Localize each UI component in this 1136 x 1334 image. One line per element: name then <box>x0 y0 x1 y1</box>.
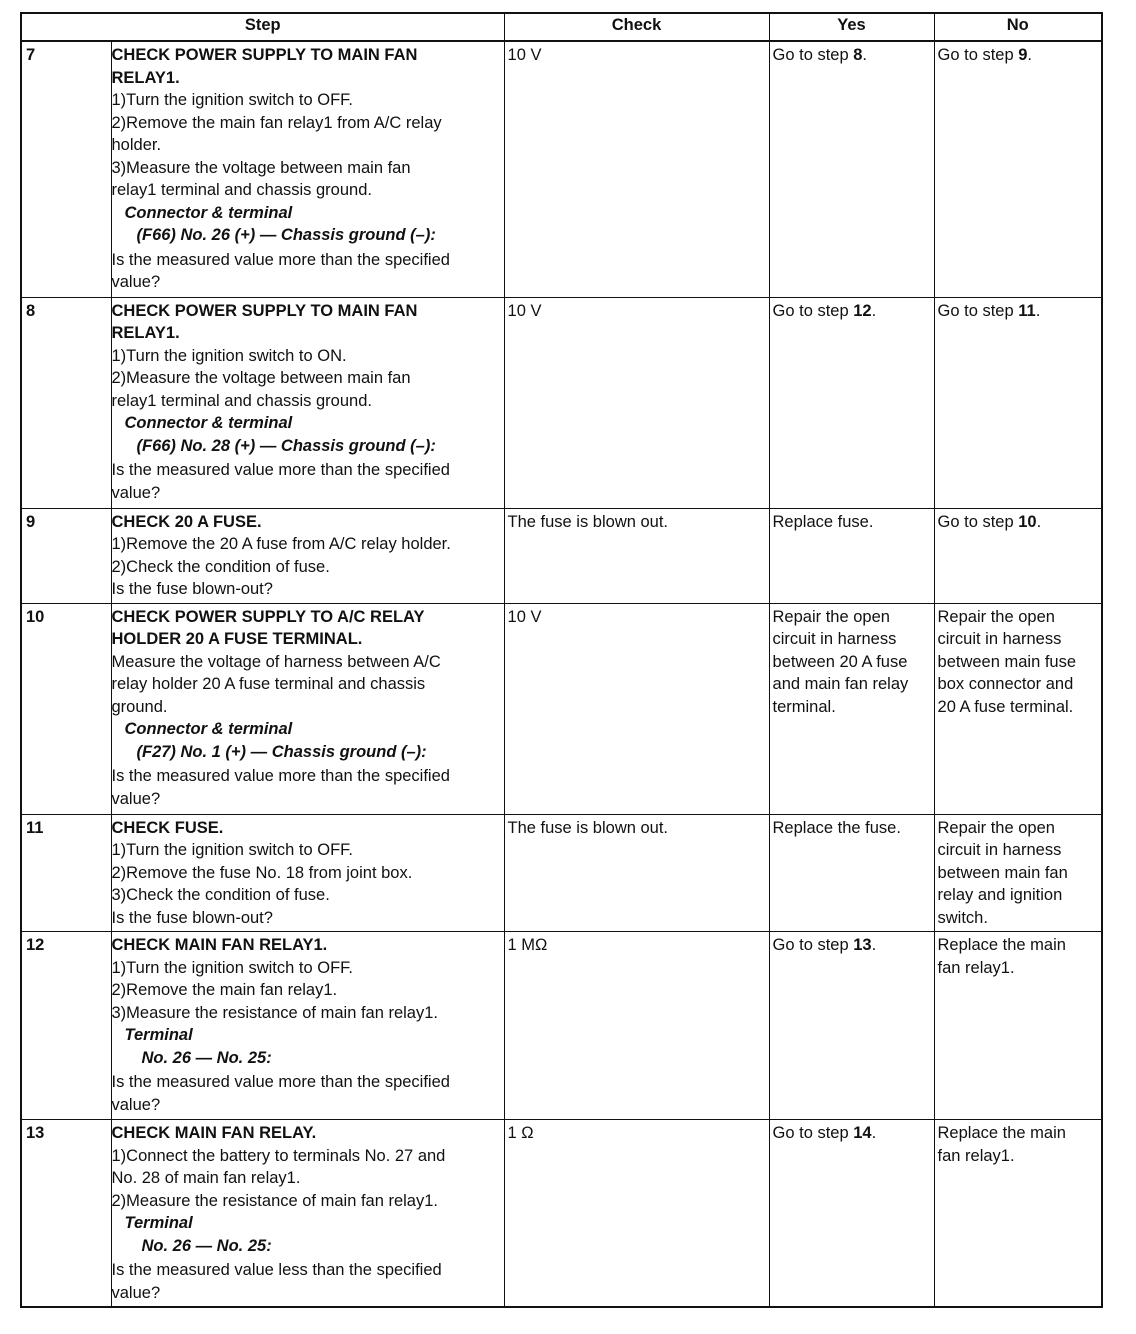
table-row <box>21 297 1102 508</box>
header-check: Check <box>504 13 769 41</box>
step-instruction: 2)Remove the fuse No. 18 from joint box. <box>111 863 413 882</box>
yes-action <box>769 508 934 603</box>
connector-spec: (F66) No. 28 (+) — Chassis ground (–): <box>136 436 436 455</box>
step-description <box>111 814 504 932</box>
step-instruction: 2)Remove the main fan relay1. <box>111 981 338 999</box>
question-line: Is the measured value less than the specified <box>111 1261 442 1279</box>
goto-step-number: 11 <box>1018 301 1036 320</box>
action-line: Replace fuse. <box>772 512 874 531</box>
action-line: relay and ignition <box>937 886 1063 904</box>
check-value: 10 V <box>504 603 769 814</box>
step-title: CHECK MAIN FAN RELAY. <box>111 1124 317 1142</box>
step-title: CHECK POWER SUPPLY TO MAIN FAN <box>111 301 418 320</box>
action-line: Repair the open <box>937 818 1055 837</box>
goto-period: . <box>1036 512 1042 531</box>
action-line: fan relay1. <box>937 1146 1015 1165</box>
step-instruction: relay holder 20 A fuse terminal and chassis <box>111 675 426 693</box>
step-title: RELAY1. <box>111 324 180 342</box>
step-number: 10 <box>21 603 111 814</box>
yes-action <box>769 1120 934 1308</box>
step-title: CHECK 20 A FUSE. <box>111 512 262 531</box>
question-line: Is the measured value more than the specified <box>111 1073 450 1091</box>
step-description <box>111 603 504 814</box>
action-line: between main fuse <box>937 652 1077 671</box>
goto-period: . <box>871 1124 877 1142</box>
table-row <box>21 508 1102 603</box>
connector-label: Connector & terminal <box>124 414 293 432</box>
step-number: 13 <box>21 1120 111 1308</box>
goto-text: Go to step <box>937 46 1019 64</box>
step-instruction: No. 28 of main fan relay1. <box>111 1169 301 1187</box>
step-instruction: Measure the voltage of harness between A/C <box>111 652 441 671</box>
step-instruction: 2)Remove the main fan relay1 from A/C relay <box>111 113 442 132</box>
step-instruction: relay1 terminal and chassis ground. <box>111 181 372 199</box>
action-line: fan relay1. <box>937 958 1015 977</box>
yes-action <box>769 814 934 932</box>
goto-period: . <box>862 46 868 64</box>
step-instruction: Is the fuse blown-out? <box>111 580 273 598</box>
step-instruction: 2)Measure the voltage between main fan <box>111 369 411 387</box>
step-title: RELAY1. <box>111 68 180 87</box>
step-instruction: Is the fuse blown-out? <box>111 908 273 927</box>
question-line: Is the measured value more than the specified <box>111 250 450 269</box>
goto-period: . <box>871 301 877 320</box>
header-step: Step <box>21 13 504 41</box>
step-number: 7 <box>21 41 111 297</box>
no-action <box>934 603 1102 814</box>
table-row <box>21 1120 1102 1308</box>
action-line: Replace the main <box>937 936 1066 954</box>
goto-step-number: 12 <box>853 301 872 320</box>
action-line: between main fan <box>937 863 1068 882</box>
goto-step-number: 9 <box>1018 46 1028 64</box>
step-instruction: 1)Connect the battery to terminals No. 27 and <box>111 1146 446 1165</box>
no-action <box>934 1120 1102 1308</box>
no-action <box>934 508 1102 603</box>
connector-spec: (F66) No. 26 (+) — Chassis ground (–): <box>136 226 436 244</box>
yes-action <box>769 297 934 508</box>
action-line: between 20 A fuse <box>772 652 908 671</box>
action-line: box connector and <box>937 675 1074 693</box>
step-description <box>111 508 504 603</box>
table-row <box>21 932 1102 1120</box>
action-line: Repair the open <box>772 607 890 626</box>
step-instruction: 3)Measure the voltage between main fan <box>111 158 411 177</box>
step-instruction: holder. <box>111 136 162 154</box>
no-action <box>934 297 1102 508</box>
goto-text: Go to step <box>772 936 854 954</box>
goto-text: Go to step <box>772 301 854 320</box>
step-instruction: 1)Turn the ignition switch to OFF. <box>111 91 353 109</box>
question-line: value? <box>111 789 161 808</box>
connector-label: Terminal <box>124 1026 193 1044</box>
check-value: 10 V <box>504 297 769 508</box>
step-instruction: 3)Check the condition of fuse. <box>111 886 330 904</box>
connector-label: Terminal <box>124 1214 193 1232</box>
question-line: Is the measured value more than the specified <box>111 461 450 479</box>
goto-period: . <box>1027 46 1033 64</box>
yes-action <box>769 41 934 297</box>
action-line: Replace the main <box>937 1124 1066 1142</box>
goto-period: . <box>1035 301 1041 320</box>
question-line: value? <box>111 1283 161 1302</box>
step-instruction: 1)Turn the ignition switch to ON. <box>111 346 347 365</box>
goto-text: Go to step <box>772 46 854 64</box>
step-number: 9 <box>21 508 111 603</box>
check-value: 1 MΩ <box>504 932 769 1120</box>
step-description <box>111 932 504 1120</box>
goto-step-number: 13 <box>853 936 872 954</box>
step-instruction: 2)Measure the resistance of main fan relay1. <box>111 1191 438 1210</box>
step-question <box>112 1071 502 1116</box>
diagnostic-table <box>20 12 1103 1308</box>
no-action <box>934 932 1102 1120</box>
goto-text: Go to step <box>772 1124 854 1142</box>
step-number: 11 <box>21 814 111 932</box>
step-description <box>111 297 504 508</box>
connector-label: Connector & terminal <box>124 720 293 738</box>
action-line: terminal. <box>772 697 836 716</box>
table-row <box>21 603 1102 814</box>
action-line: and main fan relay <box>772 675 909 693</box>
step-title: CHECK MAIN FAN RELAY1. <box>111 936 328 954</box>
check-value: 1 Ω <box>504 1120 769 1308</box>
question-line: value? <box>111 273 161 291</box>
step-number: 8 <box>21 297 111 508</box>
goto-text: Go to step <box>937 301 1019 320</box>
header-yes: Yes <box>769 13 934 41</box>
step-instruction: ground. <box>111 697 168 716</box>
yes-action <box>769 603 934 814</box>
step-description <box>111 1120 504 1308</box>
check-value: The fuse is blown out. <box>504 814 769 932</box>
step-instruction: 2)Check the condition of fuse. <box>111 557 330 576</box>
action-line: circuit in harness <box>937 630 1062 648</box>
connector-spec: (F27) No. 1 (+) — Chassis ground (–): <box>136 742 427 761</box>
action-line: circuit in harness <box>772 630 897 648</box>
table-row <box>21 814 1102 932</box>
step-title: HOLDER 20 A FUSE TERMINAL. <box>111 630 363 648</box>
no-action <box>934 41 1102 297</box>
step-question <box>112 459 502 504</box>
no-action <box>934 814 1102 932</box>
step-title: CHECK POWER SUPPLY TO MAIN FAN <box>111 46 418 64</box>
step-instruction: relay1 terminal and chassis ground. <box>111 391 372 410</box>
step-instruction: 1)Remove the 20 A fuse from A/C relay holder. <box>111 535 451 553</box>
action-line: Replace the fuse. <box>772 818 901 837</box>
goto-period: . <box>871 936 877 954</box>
table-row <box>21 41 1102 297</box>
connector-label: Connector & terminal <box>124 203 293 222</box>
step-number: 12 <box>21 932 111 1120</box>
goto-text: Go to step <box>937 512 1019 531</box>
question-line: Is the measured value more than the specified <box>111 767 450 785</box>
goto-step-number: 10 <box>1018 512 1037 531</box>
action-line: 20 A fuse terminal. <box>937 697 1074 716</box>
question-line: value? <box>111 1095 161 1114</box>
check-value: The fuse is blown out. <box>504 508 769 603</box>
step-title: CHECK POWER SUPPLY TO A/C RELAY <box>111 607 425 626</box>
step-instruction: 1)Turn the ignition switch to OFF. <box>111 841 353 859</box>
step-instruction: 1)Turn the ignition switch to OFF. <box>111 958 353 977</box>
goto-step-number: 14 <box>853 1124 872 1142</box>
step-instruction: 3)Measure the resistance of main fan relay1. <box>111 1003 438 1022</box>
action-line: switch. <box>937 908 988 927</box>
connector-spec: No. 26 — No. 25: <box>141 1048 272 1067</box>
action-line: circuit in harness <box>937 841 1062 859</box>
yes-action <box>769 932 934 1120</box>
action-line: Repair the open <box>937 607 1055 626</box>
check-value: 10 V <box>504 41 769 297</box>
question-line: value? <box>111 483 161 502</box>
goto-step-number: 8 <box>853 46 863 64</box>
step-question <box>112 249 502 294</box>
connector-spec: No. 26 — No. 25: <box>141 1236 272 1255</box>
step-question <box>112 1259 502 1304</box>
header-row <box>21 13 1102 41</box>
step-description <box>111 41 504 297</box>
step-question <box>112 765 502 810</box>
step-title: CHECK FUSE. <box>111 818 224 837</box>
header-no: No <box>934 13 1102 41</box>
